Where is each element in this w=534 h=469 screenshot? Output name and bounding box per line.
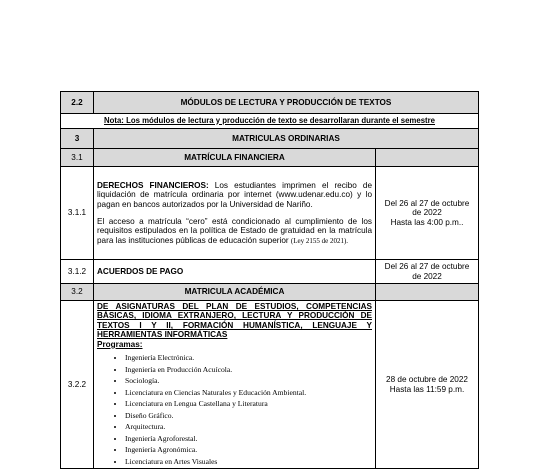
- section-number: 3.2: [61, 284, 94, 301]
- section-number: 3.1.1: [61, 167, 94, 260]
- program-item: • Ingeniería Agroforestal.: [125, 433, 372, 445]
- deadline-hour: Hasta las 4:00 p.m..: [390, 217, 464, 227]
- section-title: ACUERDOS DE PAGO: [94, 260, 376, 284]
- matricula-cero-text: El acceso a matrícula “cero” está condicionado al cumplimiento de los requisitos estipulados en la política de Estado de gratuidad en la matrícula para las instituciones públicas de educación superior: [97, 217, 372, 245]
- date-range: Del 26 al 27 de octubre de 2022: [384, 198, 470, 218]
- deadline-hour: Hasta las 11:59 p.m.: [389, 384, 465, 394]
- program-item: • Arquitectura.: [125, 421, 372, 433]
- row-asignaturas: [61, 301, 479, 469]
- section-title: MÓDULOS DE LECTURA Y PRODUCCIÓN DE TEXTOS: [94, 92, 479, 114]
- section-number: 3.1: [61, 149, 94, 167]
- row-modulos-lectura: [61, 92, 479, 114]
- note-text: Nota: Los módulos de lectura y producción de texto se desarrollaran durante el semestre: [61, 114, 479, 129]
- section-title: MATRICULAS ORDINARIAS: [94, 129, 479, 149]
- schedule-table: [60, 91, 479, 469]
- row-matriculas-ordinarias: [61, 129, 479, 149]
- program-item: • Licenciatura en Lengua Castellana y Literatura: [125, 398, 372, 410]
- row-matricula-academica: [61, 284, 479, 301]
- section-title: MATRICULA ACADÉMICA: [94, 284, 376, 301]
- derechos-description: [94, 167, 376, 260]
- section-number: 2.2: [61, 92, 94, 114]
- program-item: • Ingeniería en Producción Acuícola.: [125, 364, 372, 376]
- row-derechos-financieros: [61, 167, 479, 260]
- program-item: • Licenciatura en Ciencias Naturales y Educación Ambiental.: [125, 387, 372, 399]
- section-number: 3: [61, 129, 94, 149]
- program-item: • Ingeniería Agronómica.: [125, 444, 372, 456]
- date-cell: [376, 301, 479, 469]
- law-reference: (Ley 2155 de 2021).: [290, 236, 349, 245]
- date-cell: [376, 167, 479, 260]
- section-number: 3.1.2: [61, 260, 94, 284]
- asignaturas-description: [94, 301, 376, 469]
- programs-label: Programas:: [97, 339, 143, 349]
- section-number: 3.2.2: [61, 301, 94, 469]
- empty-cell: [376, 149, 479, 167]
- row-matricula-financiera: [61, 149, 479, 167]
- program-item: • Diseño Gráfico.: [125, 410, 372, 422]
- program-item: • Licenciatura en Artes Visuales: [125, 456, 372, 468]
- program-item: • Sociología.: [125, 375, 372, 387]
- asignaturas-heading: DE ASIGNATURAS DEL PLAN DE ESTUDIOS, COMPETENCIAS BÁSICAS, IDIOMA EXTRANJERO, LECTURA Y PRODUCCIÓN DE TEXTOS I Y II, FORMACIÓN HUMANÍSTICA, LENGUAJE Y HERRAMIENTAS INFORMÁTICAS: [97, 302, 372, 340]
- programs-list: [97, 352, 372, 467]
- date-value: 28 de octubre de 2022: [386, 375, 468, 385]
- section-title: MATRÍCULA FINANCIERA: [94, 149, 376, 167]
- derechos-text: Los estudiantes imprimen el recibo de liquidación de matrícula ordinaria por internet (www.udenar.edu.co) y lo pagan en bancos autorizados por la Universidad de Nariño.: [97, 180, 372, 209]
- program-item: • Ingeniería Electrónica.: [125, 352, 372, 364]
- date-range: Del 26 al 27 de octubre de 2022: [376, 260, 479, 284]
- empty-cell: [376, 284, 479, 301]
- derechos-heading: DERECHOS FINANCIEROS:: [97, 180, 209, 190]
- row-acuerdos-pago: [61, 260, 479, 284]
- row-note: [61, 114, 479, 129]
